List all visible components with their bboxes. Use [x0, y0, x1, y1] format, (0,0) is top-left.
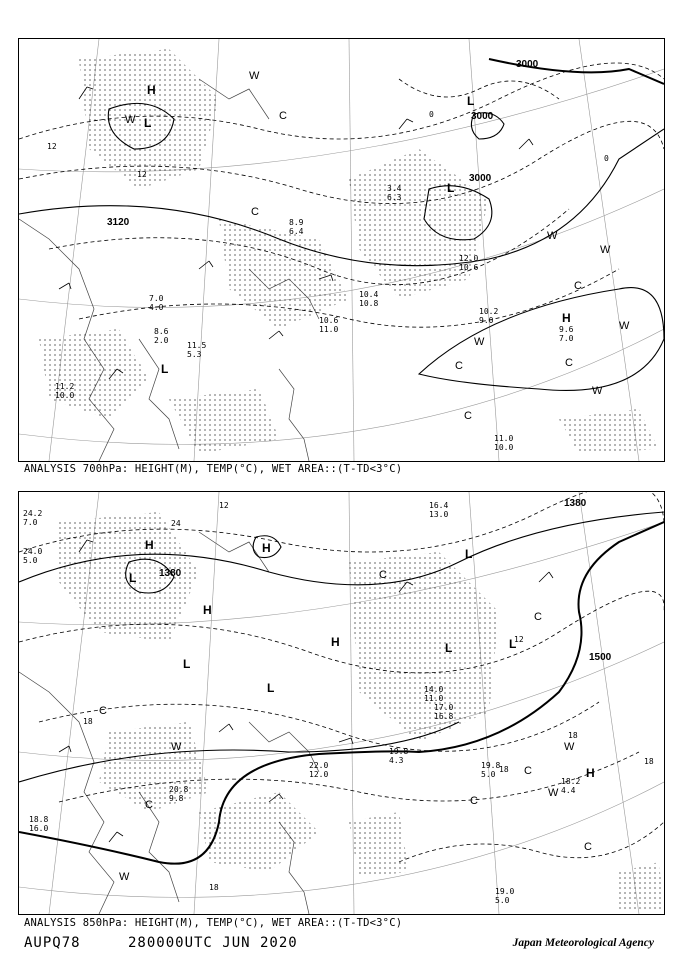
station-dewpoint: 11.0 — [319, 325, 339, 334]
cold-symbol: C — [455, 360, 463, 372]
low-symbol: L — [129, 571, 137, 585]
station-dewpoint: 13.0 — [429, 510, 449, 519]
station-temp: 11.0 — [494, 434, 514, 443]
cold-symbol: C — [565, 357, 573, 369]
isotherm-label-850: 18 — [499, 765, 509, 774]
station-dewpoint: 6.4 — [289, 227, 304, 236]
cold-symbol: C — [464, 410, 472, 422]
warm-symbol: W — [474, 336, 485, 348]
station-dewpoint: 10.8 — [359, 299, 379, 308]
high-symbol: H — [147, 83, 156, 97]
station-temp: 16.4 — [429, 501, 449, 510]
caption-850hpa: ANALYSIS 850hPa: HEIGHT(M), TEMP(°C), WET AREA::(T-TD<3°C) — [24, 917, 403, 929]
station-temp: 7.0 — [149, 294, 164, 303]
station-plots-700 — [55, 184, 574, 452]
isotherm-label-850: 18 — [568, 731, 578, 740]
isotherm-label-850: 18 — [83, 717, 93, 726]
low-symbol: L — [509, 637, 517, 651]
station-temp: 14.0 — [424, 685, 444, 694]
wet-area-850 — [59, 512, 664, 912]
station-temp: 24.2 — [23, 509, 43, 518]
warm-symbol: W — [119, 871, 130, 883]
isotherm-label-700: 0 — [429, 110, 434, 119]
station-temp: 10.6 — [319, 316, 339, 325]
chart-850hpa — [18, 491, 665, 915]
station-temp: 8.6 — [154, 327, 169, 336]
contour-label-700: 3000 — [471, 111, 494, 122]
station-dewpoint: 5.0 — [23, 556, 38, 565]
station-temp: 24.0 — [23, 547, 43, 556]
contour-label-850: 1380 — [564, 498, 587, 509]
high-symbol: H — [331, 635, 340, 649]
station-temp: 18.8 — [29, 815, 49, 824]
bulletin-code: AUPQ78 — [24, 935, 81, 951]
warm-symbol: W — [564, 741, 575, 753]
contour-label-700: 3120 — [107, 217, 130, 228]
station-temp: 19.8 — [389, 747, 409, 756]
warm-symbol: W — [125, 114, 136, 126]
map-700hpa-svg — [19, 39, 664, 461]
station-dewpoint: 12.0 — [309, 770, 329, 779]
cold-symbol: C — [584, 841, 592, 853]
station-dewpoint: 16.8 — [434, 712, 454, 721]
isotherm-label-850: 12 — [514, 635, 524, 644]
warm-symbol: W — [619, 320, 630, 332]
station-dewpoint: 7.0 — [559, 334, 574, 343]
contour-label-700: 3000 — [469, 173, 492, 184]
station-dewpoint: 16.0 — [29, 824, 49, 833]
station-dewpoint: 11.0 — [424, 694, 444, 703]
station-temp: 18.2 — [561, 777, 581, 786]
high-symbol: H — [586, 766, 595, 780]
isotherm-label-850: 12 — [219, 501, 229, 510]
low-symbol: L — [183, 657, 191, 671]
warm-symbol: W — [171, 741, 182, 753]
chart-700hpa — [18, 38, 665, 462]
station-dewpoint: 4.0 — [149, 303, 164, 312]
station-dewpoint: 10.0 — [494, 443, 514, 452]
agency-name: Japan Meteorological Agency — [512, 937, 654, 949]
low-symbol: L — [465, 547, 473, 561]
cold-symbol: C — [534, 611, 542, 623]
high-symbol: H — [145, 538, 154, 552]
low-symbol: L — [467, 94, 475, 108]
cold-symbol: C — [524, 765, 532, 777]
station-temp: 19.8 — [481, 761, 501, 770]
warm-symbol: W — [547, 230, 558, 242]
low-symbol: L — [445, 641, 453, 655]
station-temp: 22.0 — [309, 761, 329, 770]
station-dewpoint: 2.0 — [154, 336, 169, 345]
station-dewpoint: 7.0 — [23, 518, 38, 527]
contour-label-700: 3000 — [516, 59, 539, 70]
cold-symbol: C — [251, 206, 259, 218]
station-temp: 3.4 — [387, 184, 402, 193]
station-dewpoint: 10.6 — [459, 263, 479, 272]
low-symbol: L — [267, 681, 275, 695]
cold-symbol: C — [99, 705, 107, 717]
cold-symbol: C — [574, 280, 582, 292]
isotherm-label-850: 18 — [644, 757, 654, 766]
station-temp: 10.4 — [359, 290, 379, 299]
station-dewpoint: 4.3 — [389, 756, 404, 765]
station-dewpoint: 6.3 — [387, 193, 402, 202]
warm-symbol: W — [600, 244, 611, 256]
station-temp: 8.9 — [289, 218, 304, 227]
cold-symbol: C — [379, 569, 387, 581]
station-temp: 11.5 — [187, 341, 207, 350]
isotherm-label-850: 24 — [171, 519, 181, 528]
warm-symbol: W — [592, 385, 603, 397]
isotherm-label-700: 0 — [604, 154, 609, 163]
cold-symbol: C — [279, 110, 287, 122]
cold-symbol: C — [145, 799, 153, 811]
station-temp: 19.0 — [495, 887, 515, 896]
station-dewpoint: 5.3 — [187, 350, 202, 359]
station-dewpoint: 4.4 — [561, 786, 576, 795]
station-temp: 11.2 — [55, 382, 75, 391]
isotherm-label-850: 18 — [209, 883, 219, 892]
station-dewpoint: 10.0 — [55, 391, 75, 400]
station-dewpoint: 9.8 — [169, 794, 184, 803]
map-850hpa-svg — [19, 492, 664, 914]
station-temp: 10.2 — [479, 307, 499, 316]
low-symbol: L — [447, 181, 455, 195]
station-dewpoint: 5.0 — [495, 896, 510, 905]
low-symbol: L — [144, 116, 152, 130]
cold-symbol: C — [470, 795, 478, 807]
low-symbol: L — [161, 362, 169, 376]
high-symbol: H — [203, 603, 212, 617]
analysis-time: 280000UTC JUN 2020 — [128, 935, 298, 951]
wet-area-700 — [39, 49, 659, 454]
station-dewpoint: 5.0 — [481, 770, 496, 779]
isotherm-label-700: 12 — [137, 170, 147, 179]
caption-700hpa: ANALYSIS 700hPa: HEIGHT(M), TEMP(°C), WET AREA::(T-TD<3°C) — [24, 463, 403, 475]
contour-label-850: 1380 — [159, 568, 182, 579]
station-dewpoint: 9.0 — [479, 316, 494, 325]
high-symbol: H — [262, 541, 271, 555]
contour-label-850: 1500 — [589, 652, 612, 663]
isotherm-label-700: 12 — [47, 142, 57, 151]
station-temp: 17.0 — [434, 703, 454, 712]
station-temp: 20.8 — [169, 785, 189, 794]
warm-symbol: W — [548, 787, 559, 799]
warm-symbol: W — [249, 70, 260, 82]
station-temp: 12.0 — [459, 254, 479, 263]
station-temp: 9.6 — [559, 325, 574, 334]
high-symbol: H — [562, 311, 571, 325]
